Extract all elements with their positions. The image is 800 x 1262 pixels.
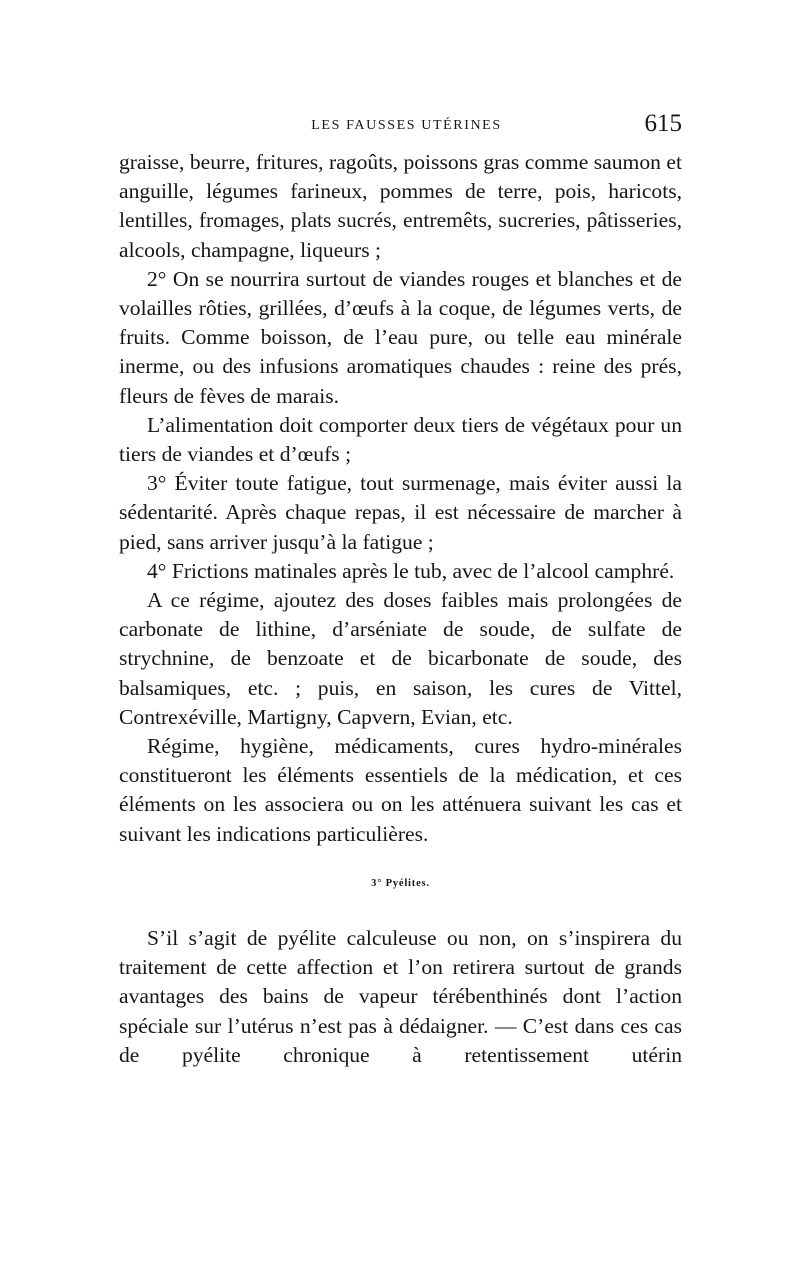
paragraph-medication: A ce régime, ajoutez des doses faibles mais prolongées de carbonate de lithine, d’arséniate de soude, de sulfate de strychnine, de benzoate et de bicarbonate de soude, des balsamiques, etc. ; puis, en saison, les cures de Vittel, Contrexéville, Martigny, Capvern, Evian, etc. [119,588,682,729]
paragraph-food-list: graisse, beurre, fritures, ragoûts, poissons gras comme saumon et anguille, légumes farineux, pommes de terre, pois, haricots, lentilles, fromages, plats sucrés, entremêts, sucreries, pâtisseries, alcools, champagne, liqueurs ; [119,150,682,262]
paragraph-diet-proportion: L’alimentation doit comporter deux tiers de végétaux pour un tiers de viandes et d’œufs ; [119,412,682,467]
body-text [119,148,682,849]
paragraph-pyelites: S’il s’agit de pyélite calculeuse ou non, on s’inspirera du traitement de cette affection et l’on retirera surtout de grands avantages des bains de vapeur térébenthinés dont l’action spéciale sur l’utérus n’est pas à dédaigner. — C’est dans ces cas de pyélite chronique à retentissement utérin [119,926,682,1067]
page-number: 615 [644,110,682,137]
paragraph-summary: Régime, hygiène, médicaments, cures hydro-minérales constitueront les éléments essentiels de la médication, et ces éléments on les associera ou on les atténuera suivant les cas et suivant les indications particulières. [119,734,682,846]
paragraph-diet-item-2: 2° On se nourrira surtout de viandes rouges et blanches et de volailles rôties, grillées, d’œufs à la coque, de légumes verts, de fruits. Comme boisson, de l’eau pure, ou telle eau minérale inerme, ou des infusions aromatiques chaudes : reine des prés, fleurs de fèves de marais. [119,266,682,408]
running-head [119,110,682,140]
section-heading: 3° Pyélites. [371,878,430,889]
section-text [119,924,682,1070]
paragraph-diet-item-4: 4° Frictions matinales après le tub, avec de l’alcool camphré. [147,558,675,583]
paragraph-diet-item-3: 3° Éviter toute fatigue, tout surmenage, mais éviter aussi la sédentarité. Après chaque repas, il est nécessaire de marcher à pied, sans arriver jusqu’à la fatigue ; [119,471,682,554]
running-title: LES FAUSSES UTÉRINES [311,118,502,133]
